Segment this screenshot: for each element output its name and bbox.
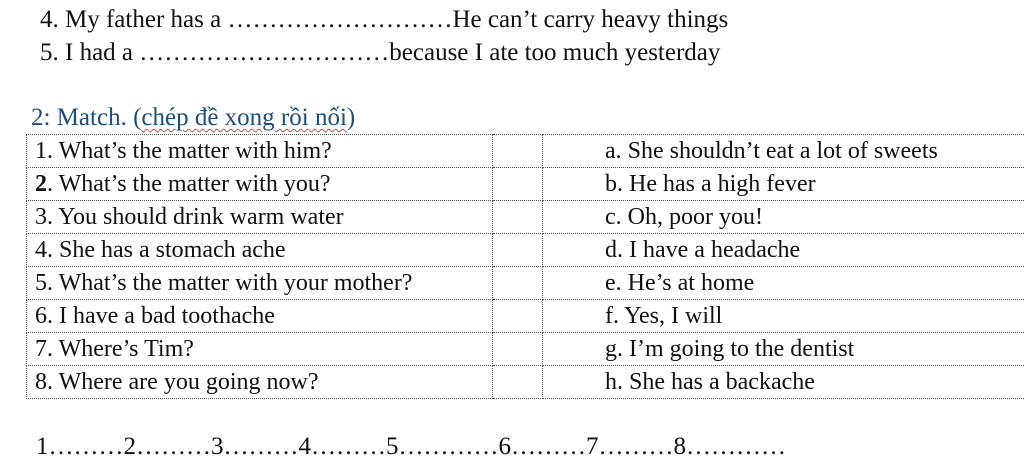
question-text: . I have a bad toothache <box>47 303 275 329</box>
line-4-blank: ……………………… <box>227 6 453 33</box>
match-table <box>26 134 1024 399</box>
question-cell <box>27 333 493 366</box>
question-text: . What’s the matter with you? <box>47 171 331 197</box>
table-row <box>27 135 1024 168</box>
table-row <box>27 201 1024 234</box>
question-number: 5 <box>35 270 47 296</box>
answer-cell: d. I have a headache <box>543 234 1024 267</box>
answer-cell: a. She shouldn’t eat a lot of sweets <box>543 135 1024 168</box>
section-title <box>31 103 355 133</box>
question-number: 8 <box>35 369 47 395</box>
question-cell <box>27 300 493 333</box>
table-row <box>27 300 1024 333</box>
line-4-prefix: 4. My father has a <box>40 6 228 33</box>
question-text: . What’s the matter with your mother? <box>47 270 413 296</box>
section-title-prefix: 2: Match. ( <box>31 104 142 131</box>
question-text: . What’s the matter with him? <box>47 138 332 164</box>
table-row <box>27 366 1024 399</box>
empty-cell <box>493 366 543 399</box>
question-text: . You should drink warm water <box>47 204 344 230</box>
question-number: 7 <box>35 336 47 362</box>
empty-cell <box>493 267 543 300</box>
exercise-line-5 <box>40 38 720 68</box>
question-number: 1 <box>35 138 47 164</box>
question-text: . She has a stomach ache <box>47 237 286 263</box>
table-row <box>27 267 1024 300</box>
question-number: 3 <box>35 204 47 230</box>
exercise-line-4 <box>40 5 728 35</box>
empty-cell <box>493 135 543 168</box>
answer-cell: e. He’s at home <box>543 267 1024 300</box>
line-5-blank: ………………………… <box>139 39 390 66</box>
empty-cell <box>493 234 543 267</box>
answer-cell: f. Yes, I will <box>543 300 1024 333</box>
section-title-suffix: ) <box>346 104 356 131</box>
empty-cell <box>493 333 543 366</box>
answer-cell: c. Oh, poor you! <box>543 201 1024 234</box>
question-cell <box>27 201 493 234</box>
question-number: 4 <box>35 237 47 263</box>
empty-cell <box>493 201 543 234</box>
question-text: . Where are you going now? <box>47 369 319 395</box>
answer-cell: h. She has a backache <box>543 366 1024 399</box>
answer-blanks: 1………2………3………4………5…………6………7………8………… <box>36 433 786 460</box>
question-cell <box>27 267 493 300</box>
empty-cell <box>493 300 543 333</box>
section-title-note: chép đề xong rồi nối <box>141 104 347 131</box>
question-text: . Where’s Tim? <box>47 336 194 362</box>
line-5-suffix: because I ate too much yesterday <box>389 39 721 66</box>
question-cell <box>27 366 493 399</box>
table-row <box>27 333 1024 366</box>
line-5-prefix: 5. I had a <box>40 39 140 66</box>
question-cell <box>27 168 493 201</box>
question-number: 2 <box>35 171 47 197</box>
answer-cell: b. He has a high fever <box>543 168 1024 201</box>
question-number: 6 <box>35 303 47 329</box>
question-cell <box>27 135 493 168</box>
table-row <box>27 168 1024 201</box>
line-4-suffix: He can’t carry heavy things <box>452 6 729 33</box>
empty-cell <box>493 168 543 201</box>
answer-cell: g. I’m going to the dentist <box>543 333 1024 366</box>
question-cell <box>27 234 493 267</box>
table-row <box>27 234 1024 267</box>
